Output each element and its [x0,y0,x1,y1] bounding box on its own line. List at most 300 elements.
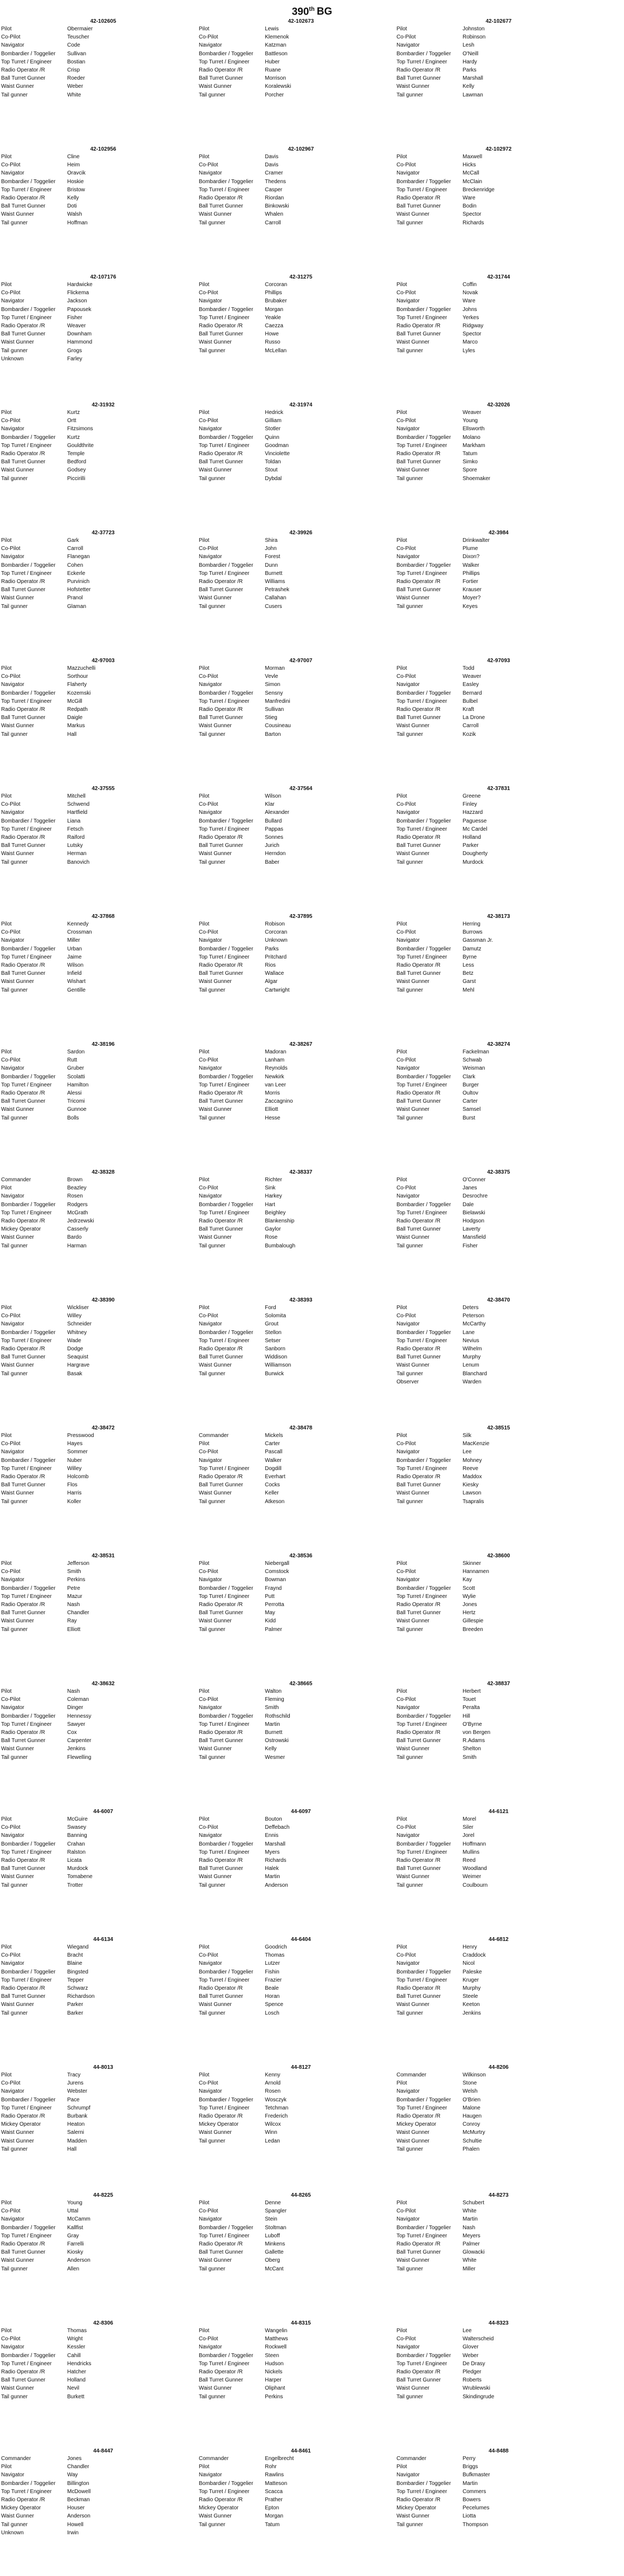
crew-position: Bombardier / Toggelier [199,1841,253,1847]
crew-member-name: Vevle [265,674,278,680]
crew-row [395,953,593,961]
crew-member-name: Redpath [67,706,88,713]
crew-row [395,603,593,611]
crew-position: Tail gunner [396,1242,423,1249]
crew-position: Pilot [199,538,210,543]
crew-row [0,1312,198,1320]
crew-member-name: Trotter [67,1882,83,1888]
crew-member-name: Jackson [67,298,87,305]
aircraft-serial: 42-37831 [487,786,510,792]
crew-position: Pilot [199,26,210,32]
crew-row [0,409,198,417]
crew-position: Radio Operator /R [199,1985,243,1991]
crew-member-name: Urban [67,946,82,952]
crew-member-name: Nicol [463,1960,475,1967]
crew-member-name: Bodin [463,203,477,210]
crew-position: Tail gunner [1,1754,28,1761]
crew-row [395,475,593,483]
crew-member-name: Newkirk [265,1073,284,1080]
crew-row [198,536,395,545]
crew-member-name: Porcher [265,92,284,98]
aircraft-serial: 42-38478 [289,1425,313,1431]
crew-block [395,2320,593,2448]
crew-position: Ball Turret Gunner [1,1738,46,1744]
crew-member-name: Rosen [265,2088,281,2095]
crew-position: Pilot [199,1688,210,1694]
crew-position: Radio Operator /R [396,450,441,457]
crew-position: Mickey Operator [1,2505,41,2512]
crew-position: Bombardier / Toggelier [396,1713,451,1719]
crew-position: Waist Gunner [396,1874,430,1880]
crew-row [395,858,593,866]
crew-block [198,914,395,1041]
crew-member-name: Pappas [265,826,283,832]
crew-member-name: Nevil [67,2385,80,2392]
crew-position: Radio Operator /R [1,1473,46,1480]
crew-position: Navigator [396,42,420,49]
crew-position: Bombardier / Toggelier [1,434,56,441]
crew-position: Co-Pilot [1,1313,21,1319]
crew-row [198,858,395,866]
crew-position: Bombardier / Toggelier [1,1457,56,1464]
crew-member-name: Algar [265,979,278,985]
crew-position: Mickey Operator [1,1226,41,1233]
crew-position: Top Turret / Engineer [199,442,250,449]
crew-row [198,1473,395,1481]
crew-member-name: McGrath [67,1209,88,1216]
crew-member-name: Spector [463,331,482,338]
crew-position: Ball Turret Gunner [1,459,46,465]
crew-row [395,178,593,186]
crew-member-name: Bowers [463,2496,481,2503]
crew-block [395,1041,593,1169]
crew-row [395,2327,593,2335]
crew-member-name: Stone [463,2080,477,2087]
crew-member-name: Gallette [265,2249,284,2256]
crew-position: Co-Pilot [1,162,21,169]
crew-member-name: Spangler [265,2208,287,2215]
crew-row [0,1568,198,1576]
crew-member-name: von Bergen [463,1729,491,1736]
crew-row [0,594,198,602]
crew-member-name: Lesh [463,42,474,49]
crew-position: Bombardier / Toggelier [199,562,253,568]
crew-position: Ball Turret Gunner [199,587,243,593]
crew-position: Tail gunner [1,475,28,482]
crew-row [395,1873,593,1881]
crew-position: Tail gunner [199,1882,225,1888]
crew-member-name: Everhart [265,1473,285,1480]
crew-row [0,1823,198,1831]
crew-member-name: Morris [265,1090,280,1096]
crew-member-name: Smith [67,1569,81,1575]
crew-block [0,1937,198,2064]
crew-row [198,1626,395,1634]
crew-position: Navigator [199,937,222,944]
crew-position: Waist Gunner [1,851,34,857]
crew-position: Pilot [199,282,210,288]
crew-row [395,961,593,969]
crew-row [198,2488,395,2496]
crew-row [198,58,395,66]
crew-member-name: MacKenzie [463,1441,490,1447]
crew-roster-grid [0,18,624,2576]
crew-member-name: Tetchman [265,2105,289,2111]
crew-member-name: Nash [67,1601,80,1608]
crew-row [198,314,395,322]
crew-position: Top Turret / Engineer [199,1465,250,1472]
crew-row [395,186,593,194]
crew-member-name: Walsh [67,211,82,218]
crew-member-name: Cox [67,1729,77,1736]
crew-block [0,1553,198,1681]
crew-row [0,210,198,218]
crew-row [395,2104,593,2112]
crew-row [0,355,198,363]
crew-member-name: Palmer [265,1626,282,1633]
crew-member-name: Chandler [67,1610,89,1616]
crew-member-name: Cramer [265,170,283,177]
crew-position: Co-Pilot [396,34,416,41]
crew-member-name: Paguesse [463,818,487,824]
crew-position: Pilot [199,1441,210,1447]
crew-row [0,281,198,289]
crew-position: Bombardier / Toggelier [199,1713,253,1719]
crew-member-name: Gray [67,2232,79,2239]
crew-row [395,2009,593,2017]
crew-member-name: Reed [463,1857,476,1863]
crew-position: Radio Operator /R [199,1601,243,1608]
crew-position: Ball Turret Gunner [199,970,243,977]
crew-position: Top Turret / Engineer [199,1337,250,1344]
crew-row [198,1440,395,1448]
crew-member-name: Roeder [67,75,85,82]
crew-position: Pilot [396,2200,407,2206]
crew-member-name: Kurtz [67,410,80,416]
crew-member-name: Blanchard [463,1370,487,1377]
crew-position: Top Turret / Engineer [1,2232,52,2239]
crew-row [395,1984,593,1992]
aircraft-serial: 42-31932 [92,402,115,408]
crew-member-name: Murphy [463,1354,481,1361]
crew-row [395,553,593,561]
crew-row [198,817,395,825]
crew-row [198,1729,395,1737]
crew-position: Waist Gunner [1,2257,34,2264]
crew-row [395,833,593,842]
crew-block [395,146,593,274]
crew-member-name: Goodrich [265,1944,287,1950]
crew-position: Radio Operator /R [1,962,46,968]
aircraft-serial: 42-97007 [289,658,313,664]
crew-member-name: McDowell [67,2488,91,2495]
crew-row [0,322,198,330]
crew-position: Pilot [199,2328,210,2334]
crew-member-name: Gunnoe [67,1106,87,1113]
crew-row [198,569,395,578]
crew-position: Ball Turret Gunner [396,1738,441,1744]
crew-row [0,1489,198,1497]
crew-position: Bombardier / Toggelier [396,946,451,952]
crew-row [0,2248,198,2256]
crew-row [0,928,198,936]
crew-position: Radio Operator /R [396,962,441,968]
crew-position: Tail gunner [1,347,28,354]
crew-member-name: Siler [463,1824,474,1831]
crew-member-name: Morgan [265,306,283,313]
crew-member-name: Battleson [265,50,288,57]
crew-position: Co-Pilot [199,2080,218,2087]
aircraft-serial: 42-102677 [485,18,512,24]
crew-member-name: Kessler [67,2344,86,2351]
crew-row [0,578,198,586]
crew-member-name: Putt [265,1593,275,1600]
crew-block [395,2064,593,2192]
crew-row [0,297,198,305]
crew-position: Radio Operator /R [1,67,46,73]
crew-block [0,1681,198,1809]
crew-position: Co-Pilot [396,929,416,936]
crew-row [0,82,198,90]
aircraft-serial: 42-38632 [92,1681,115,1687]
crew-position: Navigator [199,298,222,305]
crew-position: Co-Pilot [1,801,21,808]
crew-position: Ball Turret Gunner [1,1354,46,1361]
crew-member-name: Minkens [265,2241,285,2247]
crew-row [395,1370,593,1378]
crew-position: Pilot [199,1816,210,1822]
crew-row [395,1840,593,1848]
crew-row [0,2360,198,2368]
crew-block [395,914,593,1041]
crew-row [0,1370,198,1378]
crew-row [198,347,395,355]
crew-row [198,833,395,842]
crew-position: Radio Operator /R [396,2241,441,2247]
crew-row [395,330,593,338]
crew-position: Co-Pilot [199,418,218,424]
crew-member-name: Cusers [265,603,282,610]
crew-position: Pilot [1,2328,12,2334]
aircraft-serial: 42-38390 [92,1297,115,1303]
crew-member-name: Phillips [265,290,282,296]
crew-position: Bombardier / Toggelier [396,2352,451,2359]
crew-row [395,2256,593,2264]
crew-member-name: Wickliser [67,1305,89,1311]
crew-row [395,1481,593,1489]
crew-row [395,578,593,586]
crew-row [395,2087,593,2095]
crew-position: Radio Operator /R [396,2368,441,2375]
crew-member-name: Ray [67,1618,77,1624]
crew-position: Pilot [1,1185,12,1192]
crew-position: Navigator [199,1577,222,1583]
crew-member-name: Easley [463,682,479,688]
crew-member-name: Richards [463,219,484,226]
crew-position: Waist Gunner [199,339,232,346]
crew-member-name: Hannamen [463,1569,489,1575]
crew-row [395,681,593,689]
crew-position: Radio Operator /R [1,1345,46,1352]
crew-row [395,1720,593,1729]
crew-position: Radio Operator /R [1,450,46,457]
crew-position: Navigator [1,1193,24,1200]
crew-row [198,66,395,74]
crew-position: Radio Operator /R [1,322,46,329]
crew-position: Bombardier / Toggelier [1,2224,56,2231]
crew-position: Ball Turret Gunner [396,715,441,721]
crew-position: Ball Turret Gunner [199,1098,243,1105]
crew-position: Top Turret / Engineer [1,1465,52,1472]
crew-row [0,817,198,825]
crew-position: Tail gunner [396,219,423,226]
crew-member-name: Maxwell [463,154,483,160]
crew-block [198,274,395,402]
crew-row [395,1457,593,1465]
crew-position: Tail gunner [199,1115,225,1121]
crew-row [395,536,593,545]
crew-row [198,2496,395,2504]
crew-member-name: Setser [265,1337,281,1344]
crew-position: Co-Pilot [1,1569,21,1575]
crew-position: Waist Gunner [396,2130,430,2136]
crew-row [0,730,198,739]
crew-member-name: Mansfield [463,1234,486,1241]
crew-member-name: Barton [265,731,281,737]
crew-member-name: Kay [463,1577,472,1583]
crew-member-name: Jenkins [463,2010,481,2016]
crew-member-name: Woodland [463,1866,487,1872]
crew-position: Bombardier / Toggelier [396,1585,451,1591]
crew-member-name: Way [67,2472,78,2478]
crew-position: Ball Turret Gunner [199,459,243,465]
crew-row [0,936,198,944]
crew-block [0,146,198,274]
crew-member-name: Ennis [265,1833,279,1839]
crew-member-name: Banovich [67,859,90,865]
crew-member-name: Lenum [463,1362,479,1369]
crew-position: Radio Operator /R [396,322,441,329]
crew-row [395,2096,593,2104]
crew-member-name: Burnett [265,1729,283,1736]
crew-position: Waist Gunner [396,595,430,601]
crew-position: Navigator [396,426,420,432]
crew-member-name: Carroll [463,723,479,729]
crew-position: Tail gunner [199,2521,225,2528]
crew-member-name: Wylie [463,1593,476,1600]
crew-row [0,1593,198,1601]
crew-row [395,297,593,305]
crew-member-name: Weaver [463,410,482,416]
crew-row [198,978,395,986]
aircraft-serial: 42-31275 [289,274,313,280]
crew-position: Co-Pilot [1,1824,21,1831]
crew-block [395,2448,593,2576]
crew-member-name: Wosczyk [265,2096,287,2103]
crew-position: Waist Gunner [1,2002,34,2008]
crew-position: Pilot [199,1305,210,1311]
crew-row [0,153,198,161]
crew-row [395,1498,593,1506]
crew-row [198,545,395,553]
crew-position: Top Turret / Engineer [396,1977,447,1983]
crew-position: Tail gunner [199,1626,225,1633]
crew-member-name: Phillips [463,570,480,577]
crew-row [198,1992,395,2001]
crew-block [198,1169,395,1297]
crew-row [0,1559,198,1568]
crew-member-name: Richards [265,1857,287,1863]
crew-position: Co-Pilot [396,1952,416,1959]
crew-row [0,808,198,817]
crew-member-name: Schwarz [67,1985,88,1991]
crew-position: Pilot [396,538,407,543]
crew-member-name: Murdock [463,859,484,865]
crew-position: Top Turret / Engineer [199,954,250,960]
crew-block [198,658,395,786]
crew-row [395,1815,593,1823]
crew-row [395,586,593,594]
crew-member-name: Parker [67,2002,83,2008]
crew-row [395,2137,593,2145]
aircraft-serial: 44-8206 [489,2064,509,2070]
crew-member-name: Lawman [463,92,483,98]
crew-position: Tail gunner [1,987,28,993]
crew-row [198,186,395,194]
crew-member-name: Crossman [67,929,92,936]
crew-member-name: Downham [67,331,92,338]
crew-row [395,1959,593,1967]
crew-member-name: Fetsch [67,826,84,832]
crew-member-name: Blankenship [265,1218,295,1224]
crew-row [395,2455,593,2463]
crew-row [0,433,198,442]
crew-row [395,945,593,953]
crew-position: Tail gunner [396,603,423,610]
crew-row [395,1712,593,1720]
crew-position: Ball Turret Gunner [396,843,441,849]
crew-position: Tail gunner [1,1498,28,1505]
crew-row [198,2455,395,2463]
crew-row [198,603,395,611]
crew-row [0,1976,198,1984]
crew-row [395,41,593,49]
crew-member-name: Whitney [67,1329,87,1336]
crew-member-name: Less [463,962,474,968]
crew-position: Navigator [396,2216,420,2223]
crew-row [395,920,593,928]
crew-row [0,1081,198,1089]
crew-row [0,1815,198,1823]
crew-row [0,1943,198,1951]
crew-member-name: Warden [463,1378,482,1385]
crew-position: Navigator [199,1193,222,1200]
crew-position: Navigator [199,554,222,560]
crew-member-name: Meyers [463,2232,480,2239]
crew-row [198,1840,395,1848]
crew-member-name: Klar [265,801,275,808]
aircraft-serial: 42-97003 [92,658,115,664]
crew-row [0,2384,198,2392]
crew-position: Navigator [1,937,24,944]
crew-position: Tail gunner [199,1498,225,1505]
crew-member-name: Tomabene [67,1874,93,1880]
crew-position: Pilot [396,665,407,671]
crew-row [0,161,198,169]
crew-member-name: Weber [463,2352,479,2359]
aircraft-serial: 42-38837 [487,1681,510,1687]
crew-block [395,1425,593,1553]
